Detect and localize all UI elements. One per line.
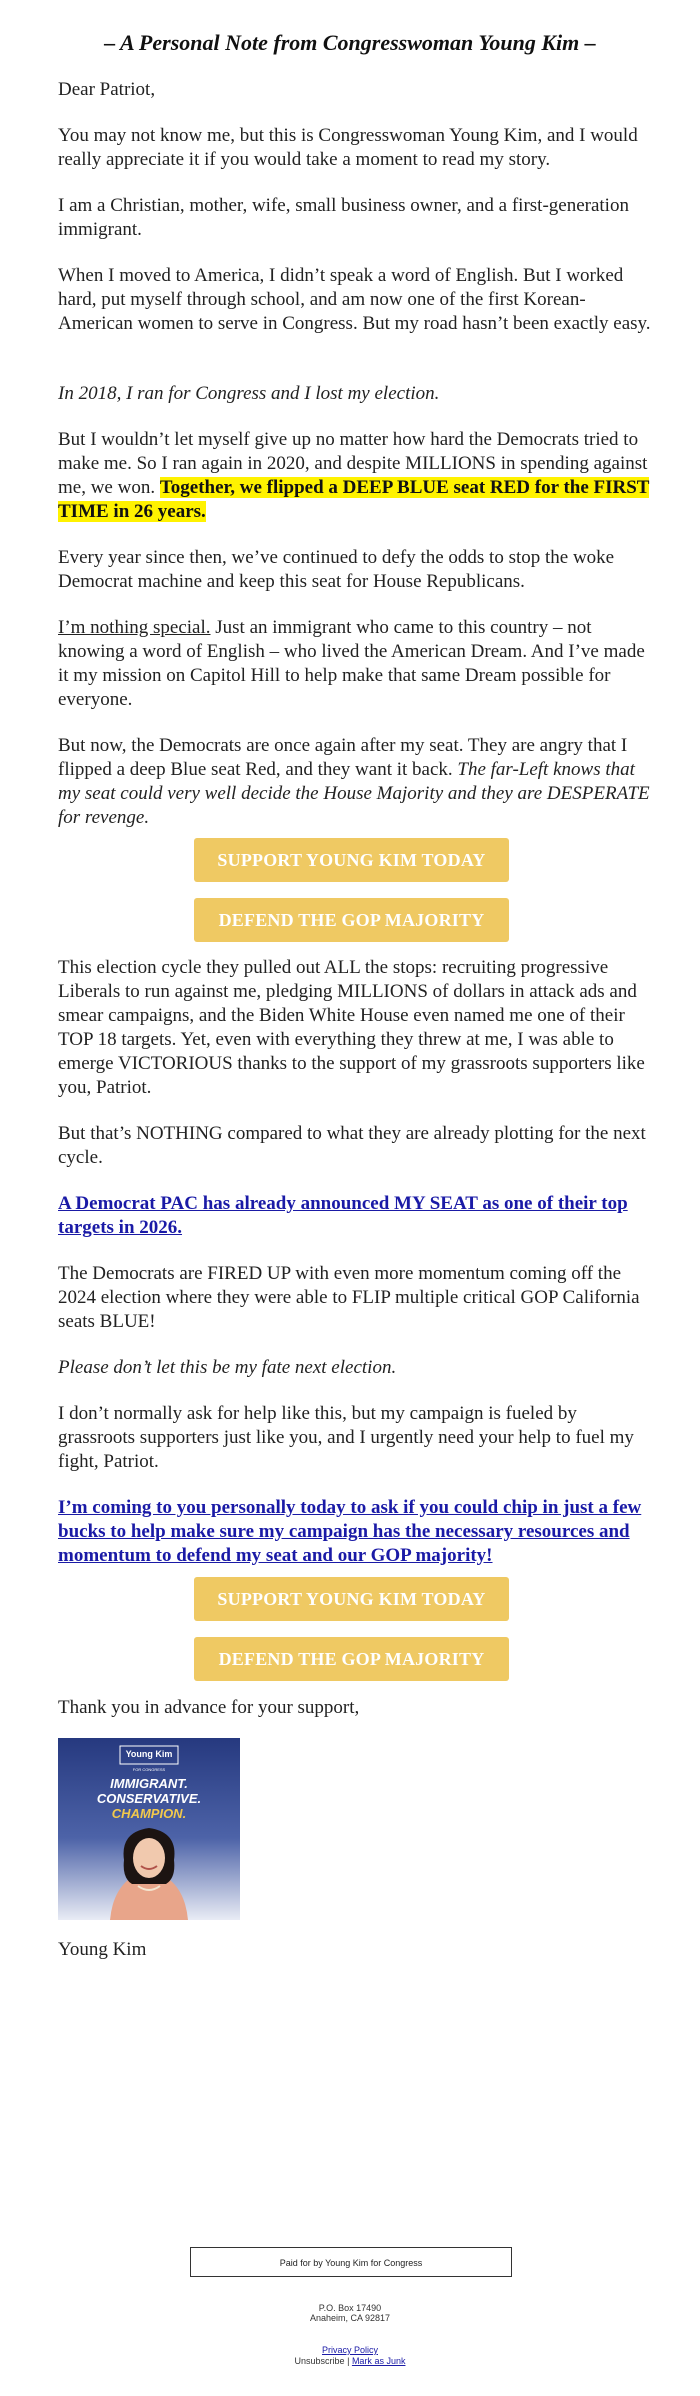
photo-line-champion: CHAMPION. bbox=[111, 1806, 187, 1821]
democrat-pac-link[interactable]: A Democrat PAC has already announced MY SEAT as one of their top targets in 2026. bbox=[58, 1193, 628, 1238]
chip-in-link[interactable]: I’m coming to you personally today to ask if you could chip in just a few bucks to help make sure my campaign has the necessary resources and momentum to defend my seat and our GOP majority! bbox=[58, 1497, 642, 1566]
paragraph-won-election bbox=[58, 428, 658, 524]
privacy-policy-link[interactable]: Privacy Policy bbox=[321, 2345, 378, 2355]
mark-as-junk-link[interactable]: Mark as Junk bbox=[351, 2356, 406, 2366]
headline: – A Personal Note from Congresswoman Young Kim – bbox=[104, 30, 596, 55]
flipped-seat-highlight: Together, we flipped a DEEP BLUE seat RED for the FIRST TIME in 26 years. bbox=[58, 477, 650, 522]
signature: Young Kim bbox=[58, 1939, 147, 1960]
nothing-special-underline: I’m nothing special. bbox=[58, 617, 211, 638]
paragraph-fate: Please don’t let this be my fate next election. bbox=[58, 1357, 397, 1378]
paragraph-ask-help: I don’t normally ask for help like this, but my campaign is fueled by grassroots supporters just like you, and I urgently need your help to fuel my fight, Patriot. bbox=[58, 1403, 634, 1472]
photo-logo-subtext: FOR CONGRESS bbox=[132, 1767, 166, 1772]
photo-line-immigrant: IMMIGRANT. bbox=[110, 1776, 188, 1791]
paragraph-identity: I am a Christian, mother, wife, small business owner, and a first-generation immigrant. bbox=[58, 195, 629, 240]
far-left-italic: The far-Left knows that my seat could very well decide the House Majority and they are DESPERATE for revenge. bbox=[58, 759, 650, 828]
defend-gop-majority-button-2[interactable]: DEFEND THE GOP MAJORITY bbox=[194, 1637, 509, 1681]
address-line-1: P.O. Box 17490 bbox=[318, 2303, 382, 2313]
photo-logo-text: Young Kim bbox=[125, 1749, 173, 1759]
paragraph-defy-odds: Every year since then, we’ve continued to defy the odds to stop the woke Democrat machine and keep this seat for House Republicans. bbox=[58, 547, 615, 592]
portrait-face bbox=[133, 1838, 165, 1878]
paragraph-fired-up: The Democrats are FIRED UP with even more momentum coming off the 2024 election where they were able to FLIP multiple critical GOP California seats BLUE! bbox=[58, 1263, 640, 1332]
nothing-special-text: Just an immigrant who came to this country – not knowing a word of English – who lived the American Dream. And I’ve made it my mission on Capitol Hill to help make that same Dream possible for everyone. bbox=[58, 617, 645, 710]
privacy-policy-row bbox=[0, 2345, 700, 2355]
unsubscribe-link[interactable]: Unsubscribe bbox=[294, 2356, 345, 2366]
paragraph-democrats-after-seat bbox=[58, 734, 658, 830]
paragraph-next-cycle: But that’s NOTHING compared to what they are already plotting for the next cycle. bbox=[58, 1123, 646, 1168]
paid-for-box: Paid for by Young Kim for Congress bbox=[190, 2247, 512, 2277]
greeting: Dear Patriot, bbox=[58, 79, 156, 100]
defend-gop-majority-button[interactable]: DEFEND THE GOP MAJORITY bbox=[194, 898, 509, 942]
paragraph-pac-link-wrap bbox=[58, 1192, 658, 1240]
footer-separator: | bbox=[347, 2356, 350, 2366]
paragraph-election-cycle: This election cycle they pulled out ALL the stops: recruiting progressive Liberals to run against me, pledging MILLIONS of dollars in attack ads and smear campaigns, and the Biden White House even named me one of their TOP 18 targets. Yet, even with everything they threw at me, I was able to emerge VICTORIOUS thanks to the support of my grassroots supporters like you, Patriot. bbox=[58, 957, 645, 1098]
photo-line-conservative: CONSERVATIVE. bbox=[96, 1791, 202, 1806]
paragraph-lost-election: In 2018, I ran for Congress and I lost my election. bbox=[58, 383, 440, 404]
support-young-kim-button-2[interactable]: SUPPORT YOUNG KIM TODAY bbox=[194, 1577, 509, 1621]
paragraph-intro: You may not know me, but this is Congresswoman Young Kim, and I would really appreciate it if you would take a moment to read my story. bbox=[58, 125, 638, 170]
thanks-line: Thank you in advance for your support, bbox=[58, 1697, 360, 1718]
campaign-photo-graphic bbox=[58, 1738, 240, 1920]
unsubscribe-row bbox=[0, 2356, 700, 2366]
paragraph-nothing-special bbox=[58, 616, 658, 712]
address-line-2: Anaheim, CA 92817 bbox=[309, 2313, 391, 2323]
support-young-kim-button[interactable]: SUPPORT YOUNG KIM TODAY bbox=[194, 838, 509, 882]
after-seat-text: But now, the Democrats are once again after my seat. They are angry that I flipped a deep Blue seat Red, and they want it back. bbox=[58, 735, 628, 780]
paragraph-background: When I moved to America, I didn’t speak a word of English. But I worked hard, put myself through school, and am now one of the first Korean-American women to serve in Congress. But my road hasn’t been exactly easy. bbox=[58, 265, 651, 334]
campaign-photo bbox=[58, 1738, 240, 1920]
paragraph-chip-in-wrap bbox=[58, 1496, 658, 1568]
won-election-text: But I wouldn’t let myself give up no matter how hard the Democrats tried to make me. So I ran again in 2020, and despite MILLIONS in spending against me, we won. bbox=[58, 429, 648, 498]
